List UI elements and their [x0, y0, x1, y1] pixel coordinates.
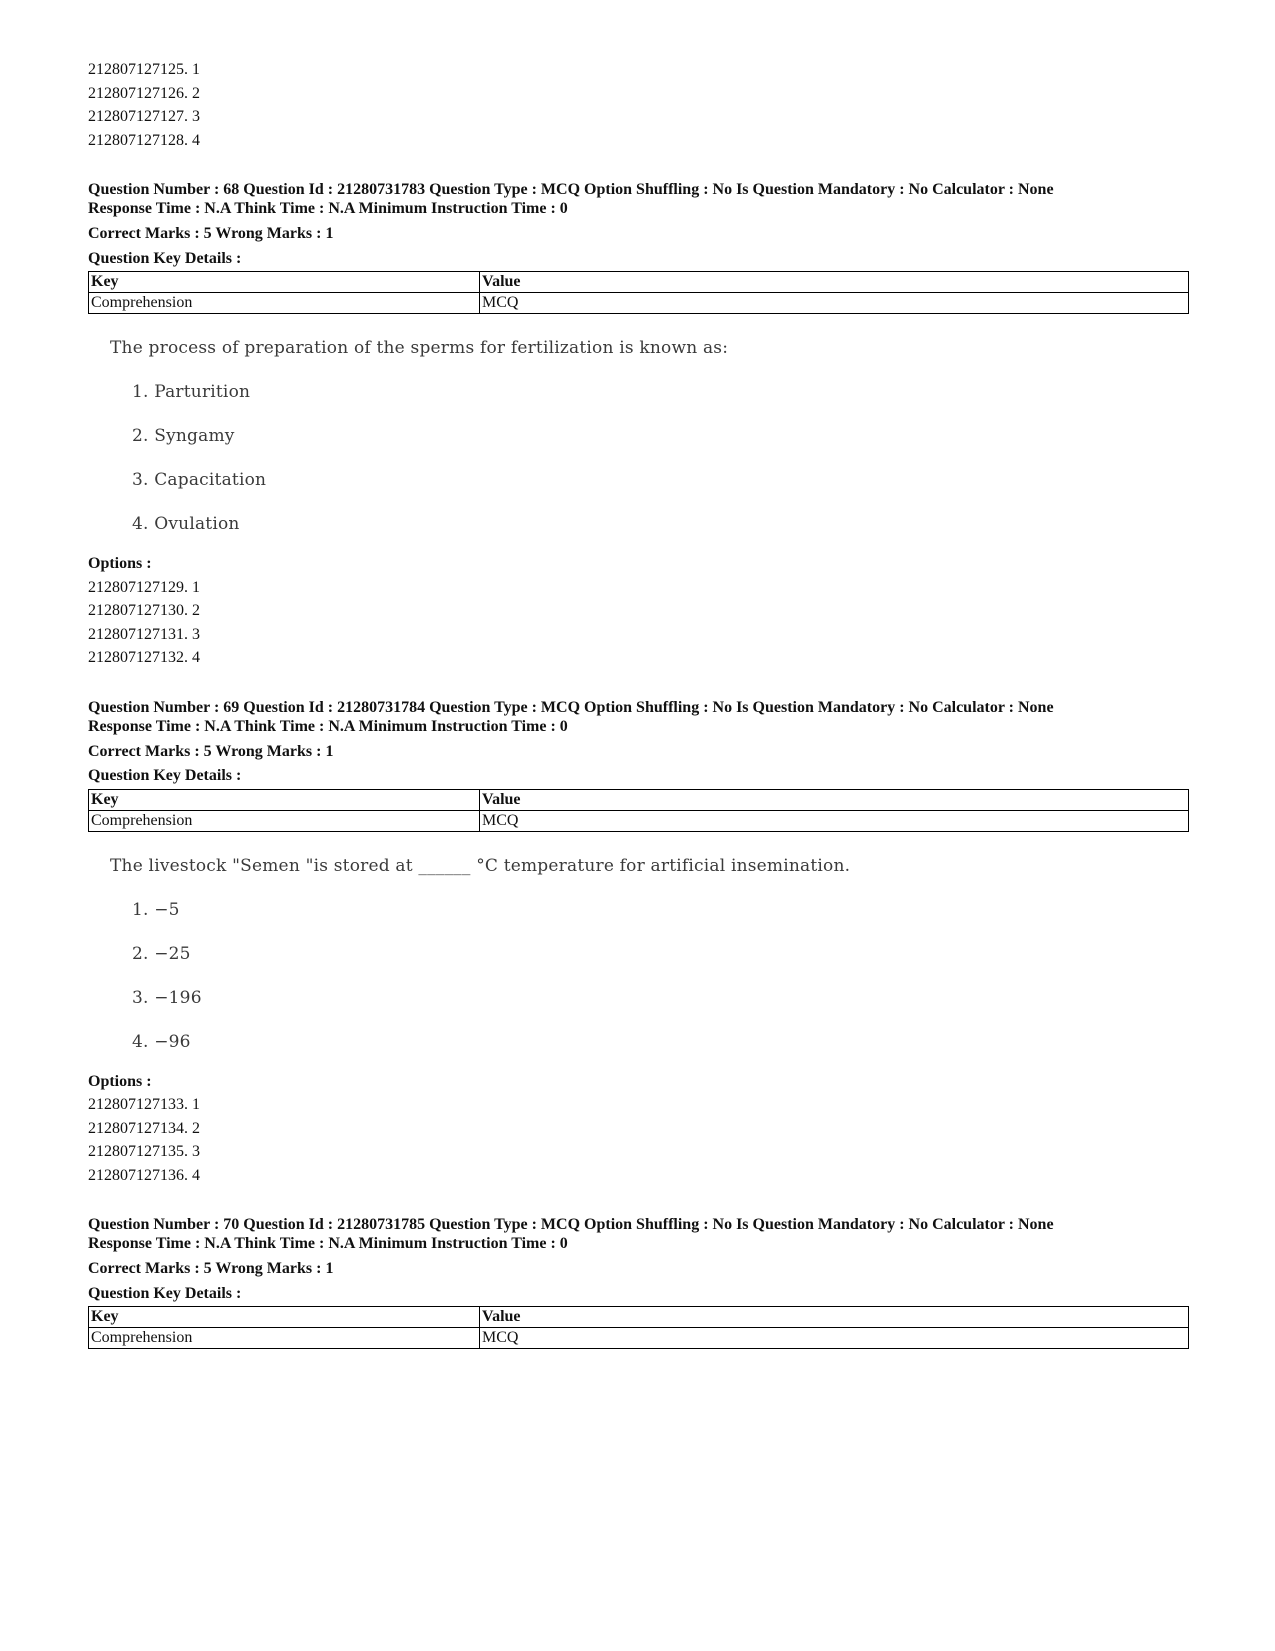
table-header-value: Value — [480, 1307, 1189, 1328]
table-row — [89, 810, 1189, 831]
options-block — [88, 1070, 1188, 1188]
question-marks: Correct Marks : 5 Wrong Marks : 1 — [88, 742, 334, 760]
question-image — [110, 856, 1188, 1052]
question-69 — [88, 698, 1188, 1188]
option-line: 212807127127. 3 — [88, 108, 200, 125]
table-header-row — [89, 789, 1189, 810]
choice-1: 1. −5 — [132, 899, 180, 920]
table-cell-value: MCQ — [480, 810, 1189, 831]
table-row — [89, 1328, 1189, 1349]
question-header — [88, 1215, 1188, 1253]
question-stem: The process of preparation of the sperms for fertilization is known as: — [110, 338, 729, 358]
choice-3: 3. Capacitation — [132, 470, 267, 490]
question-header-line-2: Response Time : N.A Think Time : N.A Minimum Instruction Time : 0 — [88, 1235, 568, 1252]
question-stem: The livestock "Semen "is stored at ______ °C temperature for artificial insemination. — [110, 855, 851, 876]
choice-2: 2. −25 — [132, 943, 191, 964]
option-line: 212807127126. 2 — [88, 84, 200, 102]
options-block — [88, 552, 1188, 670]
table-header-row — [89, 1307, 1189, 1328]
table-header-row — [89, 272, 1189, 293]
choice-3: 3. −196 — [132, 987, 202, 1008]
option-line: 212807127129. 1 — [88, 578, 200, 596]
question-image — [110, 338, 1188, 534]
table-header-value: Value — [480, 789, 1189, 810]
option-line: 212807127134. 2 — [88, 1119, 200, 1137]
options-label: Options : — [88, 555, 152, 572]
choice-1: 1. Parturition — [132, 382, 251, 402]
question-marks: Correct Marks : 5 Wrong Marks : 1 — [88, 225, 334, 242]
question-key-details-label: Question Key Details : — [88, 1284, 242, 1302]
option-line: 212807127128. 4 — [88, 131, 200, 149]
question-header-line-2: Response Time : N.A Think Time : N.A Minimum Instruction Time : 0 — [88, 717, 568, 735]
option-line: 212807127135. 3 — [88, 1143, 200, 1160]
table-cell-key: Comprehension — [89, 293, 480, 314]
options-label: Options : — [88, 1072, 152, 1090]
previous-question-options — [88, 58, 1188, 152]
question-header — [88, 180, 1188, 218]
question-header-line-2: Response Time : N.A Think Time : N.A Minimum Instruction Time : 0 — [88, 200, 568, 217]
document-page — [88, 58, 1188, 1377]
table-cell-key: Comprehension — [89, 810, 480, 831]
table-row — [89, 293, 1189, 314]
table-cell-value: MCQ — [480, 293, 1189, 314]
table-header-key: Key — [89, 1307, 480, 1328]
option-line: 212807127130. 2 — [88, 602, 200, 619]
table-header-key: Key — [89, 789, 480, 810]
choice-4: 4. Ovulation — [132, 514, 240, 534]
question-key-details-label: Question Key Details : — [88, 767, 242, 784]
table-cell-value: MCQ — [480, 1328, 1189, 1349]
question-68 — [88, 180, 1188, 670]
choice-4: 4. −96 — [132, 1031, 191, 1052]
option-line: 212807127131. 3 — [88, 625, 200, 643]
option-line: 212807127136. 4 — [88, 1166, 200, 1184]
table-header-key: Key — [89, 272, 480, 293]
question-70 — [88, 1215, 1188, 1349]
question-header — [88, 698, 1188, 736]
question-key-table — [88, 1306, 1189, 1349]
question-header-line-1: Question Number : 68 Question Id : 21280731783 Question Type : MCQ Option Shuffling : No Is Question Mandatory : No Calculator : None — [88, 181, 1054, 198]
option-line: 212807127132. 4 — [88, 649, 200, 666]
question-marks: Correct Marks : 5 Wrong Marks : 1 — [88, 1260, 334, 1277]
question-key-details-label: Question Key Details : — [88, 249, 242, 267]
table-cell-key: Comprehension — [89, 1328, 480, 1349]
choice-2: 2. Syngamy — [132, 426, 235, 446]
table-header-value: Value — [480, 272, 1189, 293]
question-header-line-1: Question Number : 69 Question Id : 21280731784 Question Type : MCQ Option Shuffling : No Is Question Mandatory : No Calculator : None — [88, 698, 1054, 716]
question-key-table — [88, 271, 1189, 314]
option-line: 212807127125. 1 — [88, 61, 200, 78]
question-key-table — [88, 789, 1189, 832]
option-line: 212807127133. 1 — [88, 1096, 200, 1113]
question-header-line-1: Question Number : 70 Question Id : 21280731785 Question Type : MCQ Option Shuffling : No Is Question Mandatory : No Calculator : None — [88, 1216, 1054, 1233]
